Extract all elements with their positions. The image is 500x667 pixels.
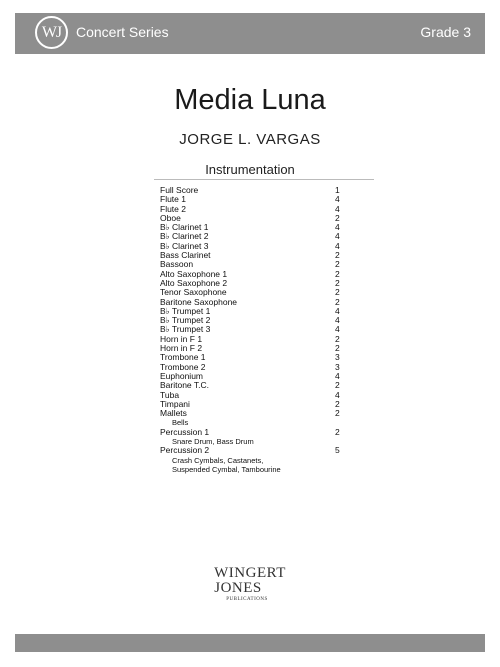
instrumentation-list <box>160 186 350 474</box>
instrument-quantity: 4 <box>335 194 340 205</box>
instrument-name: B♭ Trumpet 3 <box>160 324 211 335</box>
instrument-quantity: 3 <box>335 352 340 363</box>
instrument-quantity: 2 <box>335 259 340 270</box>
instrument-name: Percussion 2 <box>160 445 210 456</box>
publisher-line-3: PUBLICATIONS <box>226 597 268 602</box>
composer-name: JORGE L. VARGAS <box>179 131 321 148</box>
instrumentation-heading: Instrumentation <box>205 162 295 177</box>
instrument-name: Trombone 1 <box>160 352 206 363</box>
instrument-name: Horn in F 2 <box>160 343 203 354</box>
instrument-quantity: 2 <box>335 277 340 288</box>
wj-logo: WJ <box>35 16 68 49</box>
instrument-quantity: 2 <box>335 408 340 419</box>
instrument-quantity: 2 <box>335 250 340 261</box>
instrument-row <box>160 186 350 195</box>
instrument-name: B♭ Clarinet 3 <box>160 240 209 251</box>
instrument-name: Crash Cymbals, Castanets, <box>172 455 264 465</box>
instrument-detail <box>160 456 350 465</box>
instrument-name: Horn in F 1 <box>160 333 203 344</box>
instrument-quantity: 4 <box>335 231 340 242</box>
instrument-quantity: 4 <box>335 305 340 316</box>
instrument-name: Tenor Saxophone <box>160 287 227 298</box>
instrument-quantity: 4 <box>335 389 340 400</box>
instrument-row <box>160 400 350 409</box>
instrument-name: Snare Drum, Bass Drum <box>172 437 254 447</box>
instrument-quantity: 4 <box>335 315 340 326</box>
instrument-name: Mallets <box>160 408 187 419</box>
instrument-quantity: 2 <box>335 296 340 307</box>
instrument-name: Baritone Saxophone <box>160 296 238 307</box>
instrument-quantity: 4 <box>335 370 340 381</box>
instrument-name: Baritone T.C. <box>160 380 209 391</box>
header-bar <box>15 13 485 54</box>
instrument-name: B♭ Trumpet 1 <box>160 305 211 316</box>
instrument-name: Bells <box>172 418 189 428</box>
instrument-quantity: 2 <box>335 398 340 409</box>
instrument-name: Bassoon <box>160 259 194 270</box>
instrument-quantity: 4 <box>335 240 340 251</box>
instrument-name: Alto Saxophone 2 <box>160 277 228 288</box>
instrument-name: B♭ Trumpet 2 <box>160 315 211 326</box>
instrument-row <box>160 446 350 455</box>
instrument-name: Timpani <box>160 398 190 409</box>
instrument-quantity: 4 <box>335 203 340 214</box>
publisher-logo <box>0 566 500 602</box>
grade-label: Grade 3 <box>420 24 471 40</box>
instrument-row <box>160 428 350 437</box>
publisher-line-1: WINGERT <box>214 565 286 581</box>
instrument-quantity: 2 <box>335 343 340 354</box>
instrument-row <box>160 195 350 204</box>
instrument-name: Euphonium <box>160 370 204 381</box>
instrument-row <box>160 205 350 214</box>
piece-title: Media Luna <box>174 84 326 116</box>
instrument-name: Oboe <box>160 212 181 223</box>
instrument-detail <box>160 465 350 474</box>
instrument-name: Full Score <box>160 185 199 195</box>
instrument-name: Bass Clarinet <box>160 250 211 261</box>
instrument-quantity: 4 <box>335 324 340 335</box>
series-label: Concert Series <box>76 24 169 40</box>
heading-divider <box>154 179 374 180</box>
instrument-row <box>160 409 350 418</box>
instrument-quantity: 2 <box>335 268 340 279</box>
instrument-quantity: 3 <box>335 361 340 372</box>
instrument-name: Flute 1 <box>160 194 186 205</box>
instrument-name: Alto Saxophone 1 <box>160 268 228 279</box>
instrument-name: Trombone 2 <box>160 361 206 372</box>
instrument-quantity: 4 <box>335 222 340 233</box>
instrument-quantity: 5 <box>335 445 340 456</box>
instrument-name: B♭ Clarinet 1 <box>160 222 209 233</box>
instrument-name: Percussion 1 <box>160 426 210 437</box>
instrument-row <box>160 381 350 390</box>
instrument-name: Suspended Cymbal, Tambourine <box>172 464 281 474</box>
instrument-name: B♭ Clarinet 2 <box>160 231 209 242</box>
instrument-quantity: 2 <box>335 333 340 344</box>
instrument-quantity: 2 <box>335 426 340 437</box>
instrument-quantity: 2 <box>335 380 340 391</box>
instrument-name: Tuba <box>160 389 180 400</box>
footer-bar <box>15 634 485 652</box>
publisher-line-2: JONES <box>214 580 262 596</box>
instrument-quantity: 1 <box>335 185 340 195</box>
instrument-quantity: 2 <box>335 287 340 298</box>
instrument-quantity: 2 <box>335 212 340 223</box>
instrument-name: Flute 2 <box>160 203 186 214</box>
